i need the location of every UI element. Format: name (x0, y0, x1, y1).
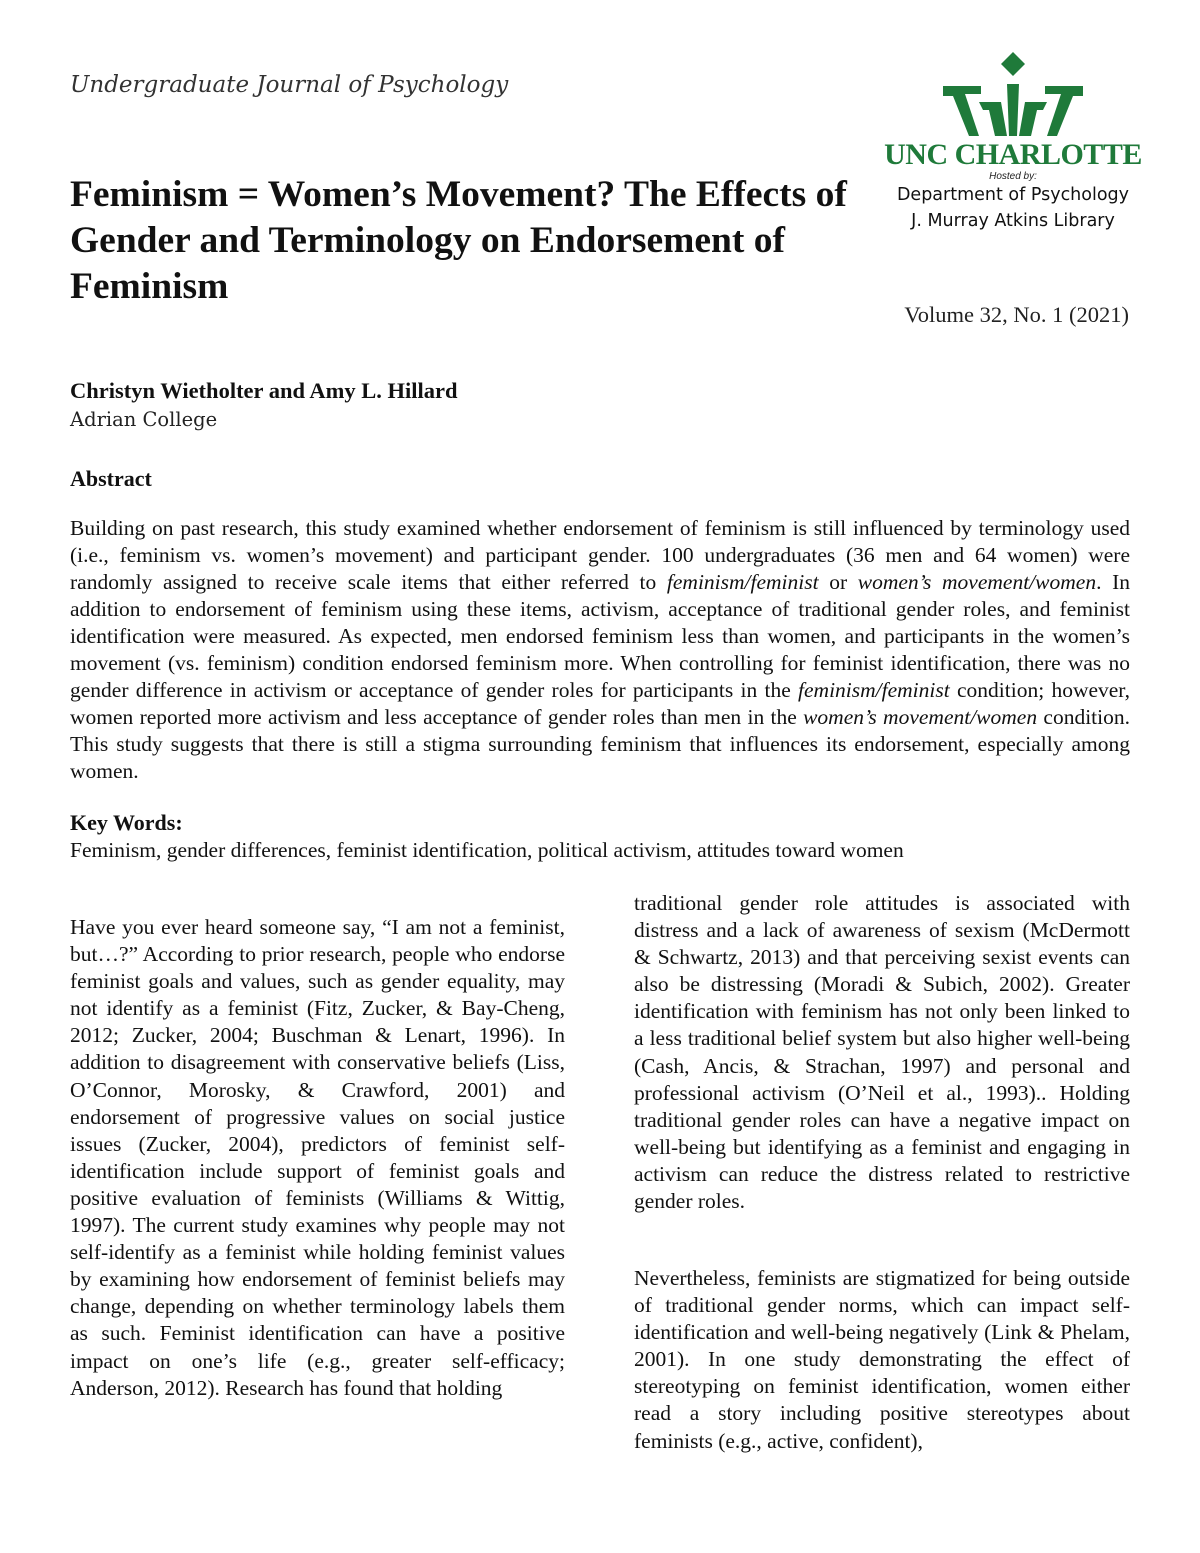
abstract-segment: condition; however, women reported more activism and less acceptance of gender roles than men in the (70, 678, 1130, 729)
abstract-italic-term: feminism/feminist (666, 570, 819, 594)
abstract-segment: condition. This study suggests that there is still a stigma surrounding feminism that influences its endorsement, especially among women. (70, 705, 1130, 783)
abstract-italic-term: women’s movement/women (803, 705, 1038, 729)
journal-name: Undergraduate Journal of Psychology (70, 72, 509, 98)
affiliation: Adrian College (70, 408, 218, 431)
body-left-column: Have you ever heard someone say, “I am not a feminist, but…?” According to prior research, people who endorse feminist goals and values, such as gender equality, may not identify as a feminist (Fitz, Zucker, & Bay-Cheng, 2012; Zucker, 2004; Buschman & Lenart, 1996). In addition to disagreement with conservative beliefs (Liss, O’Connor, Morosky, & Crawford, 2001) and endorsement of progressive values on social justice issues (Zucker, 2004), predictors of feminist self-identification include support of feminist goals and positive evaluation of feminists (Williams & Wittig, 1997). The current study examines why people may not self-identify as a feminist while holding feminist values by examining how endorsement of feminist beliefs may change, depending on whether terminology labels them as such. Feminist identification can have a positive impact on one’s life (e.g., greater self-efficacy; Anderson, 2012). Research has found that holding (70, 915, 565, 1400)
logo-wordmark: UNC CHARLOTTE (884, 138, 1142, 171)
article-title: Feminism = Women’s Movement? The Effects of Gender and Terminology on Endorsement of Feminism (70, 174, 847, 307)
abstract-segment: or (818, 570, 858, 594)
abstract-text (70, 515, 1130, 785)
body-right-column-paragraph-1: traditional gender role attitudes is associated with distress and a lack of awareness of sexism (McDermott & Schwartz, 2013) and that perceiving sexist events can also be distressing (Moradi & Subich, 2002). Greater identification with feminism has not only been linked to a less traditional belief system but also higher well-being (Cash, Ancis, & Strachan, 1997) and personal and professional activism (O’Neil et al., 1993).. Holding traditional gender roles can have a negative impact on well-being but identifying as a feminist and engaging in activism can reduce the distress related to restrictive gender roles. (634, 891, 1130, 1214)
abstract-heading: Abstract (70, 466, 152, 491)
abstract-segment: . In addition to endorsement of feminism using these items, activism, acceptance of traditional gender roles, and feminist identification were measured. As expected, men endorsed feminism less than women, and participants in the women’s movement (vs. feminism) condition endorsed feminism more. When controlling for feminist identification, there was no gender difference in activism or acceptance of gender roles for participants in the (70, 570, 1130, 702)
abstract-segment: Building on past research, this study examined whether endorsement of feminism is still influenced by terminology used (i.e., feminism vs. women’s movement) and participant gender. 100 undergraduates (36 men and 64 women) were randomly assigned to receive scale items that either referred to (70, 516, 1130, 594)
keywords-heading: Key Words: (70, 810, 183, 835)
unc-charlotte-crown-icon (943, 50, 1083, 138)
volume-info: Volume 32, No. 1 (2021) (904, 302, 1129, 327)
abstract-italic-term: women’s movement/women (857, 570, 1097, 594)
unc-charlotte-logo (868, 50, 1158, 234)
body-right-column-paragraph-2: Nevertheless, feminists are stigmatized for being outside of traditional gender norms, which can impact self-identification and well-being negatively (Link & Phelam, 2001). In one study demonstrating the effect of stereotyping on feminist identification, women either read a story including positive stereotypes about feminists (e.g., active, confident), (634, 1266, 1130, 1453)
keywords-text: Feminism, gender differences, feminist identification, political activism, attitudes toward women (70, 838, 904, 862)
logo-hosted-by: Hosted by: (989, 171, 1037, 182)
logo-library: J. Murray Atkins Library (911, 211, 1115, 231)
abstract-italic-term: feminism/feminist (798, 678, 950, 702)
logo-department: Department of Psychology (896, 185, 1130, 205)
authors: Christyn Wietholter and Amy L. Hillard (70, 378, 458, 403)
